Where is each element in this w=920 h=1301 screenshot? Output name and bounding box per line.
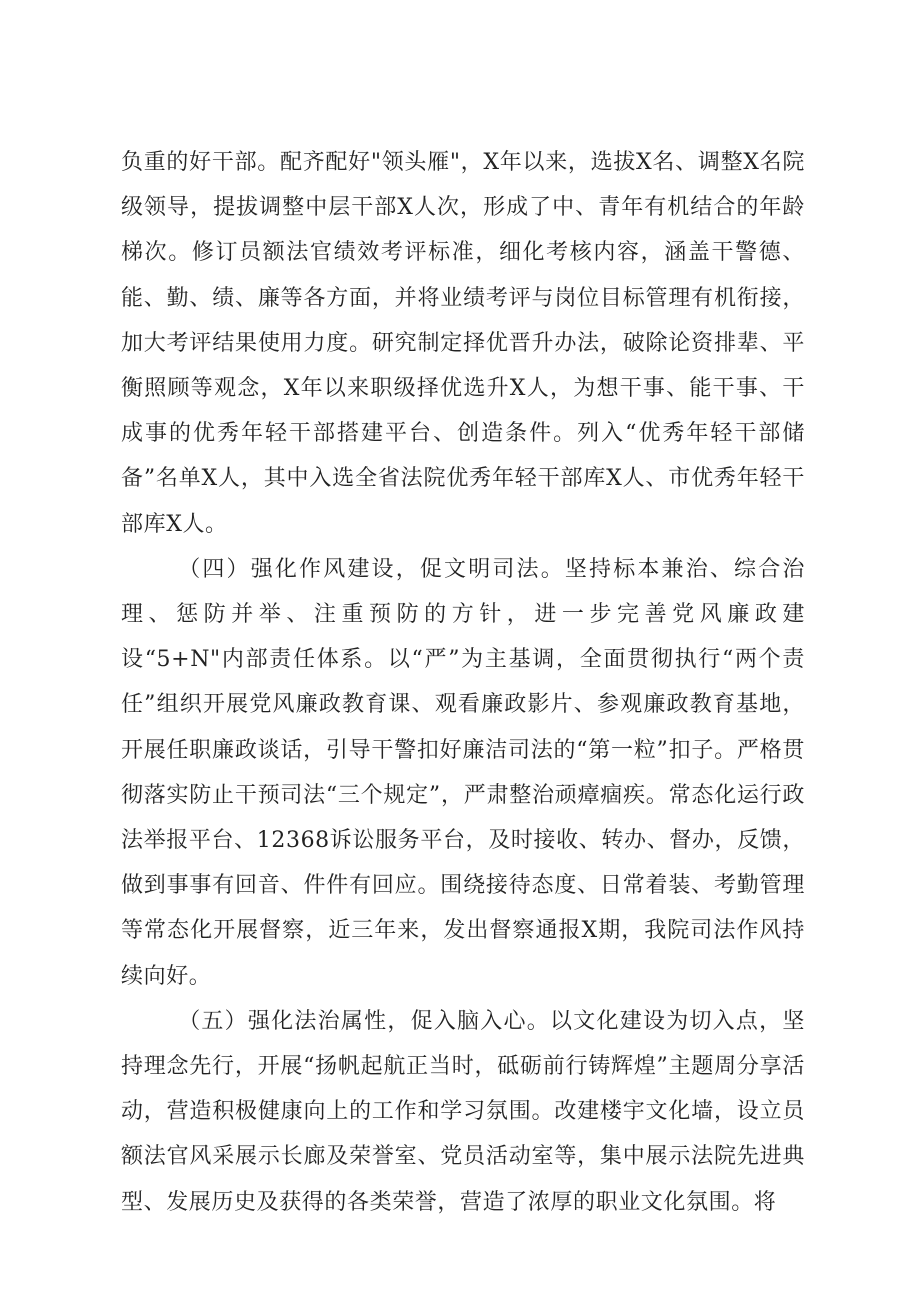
paragraph-cadre-building: 负重的好干部。配齐配好"领头雁"，X年以来，选拔X名、调整X名院级领导，提拔调整中层干部X人次，形成了中、青年有机结合的年龄梯次。修订员额法官绩效考评标准，细化考核内容，涵盖干警德、能、勤、绩、廉等各方面，并将业绩考评与岗位目标管理有机衔接，加大考评结果使用力度。研究制定择优晋升办法，破除论资排辈、平衡照顾等观念，X年以来职级择优选升X人，为想干事、能干事、干成事的优秀年轻干部搭建平台、创造条件。列入“优秀年轻干部储备”名单X人，其中入选全省法院优秀年轻干部库X人、市优秀年轻干部库X人。 xyxy=(121,150,805,537)
paragraph-rule-of-law: （五）强化法治属性，促入脑入心。以文化建设为切入点，坚持理念先行，开展“扬帆起航正当时，砥砺前行铸辉煌”主题周分享活动，营造积极健康向上的工作和学习氛围。改建楼宇文化墙，设立员额法官风采展示长廊及荣誉室、党员活动室等，集中展示法院先进典型、发展历史及获得的各类荣誉，营造了浓厚的职业文化氛围。将 xyxy=(121,1008,805,1215)
document-body xyxy=(121,140,805,1225)
paragraph-style-building: （四）强化作风建设，促文明司法。坚持标本兼治、综合治理、惩防并举、注重预防的方针，进一步完善党风廉政建设“5+N"内部责任体系。以“严”为主基调，全面贯彻执行“两个责任”组织开展党风廉政教育课、观看廉政影片、参观廉政教育基地，开展任职廉政谈话，引导干警扣好廉洁司法的“第一粒”扣子。严格贯彻落实防止干预司法“三个规定”，严肃整治顽瘴痼疾。常态化运行政法举报平台、12368诉讼服务平台，及时接收、转办、督办，反馈，做到事事有回音、件件有回应。围绕接待态度、日常着装、考勤管理等常态化开展督察，近三年来，发出督察通报X期，我院司法作风持续向好。 xyxy=(121,556,805,989)
